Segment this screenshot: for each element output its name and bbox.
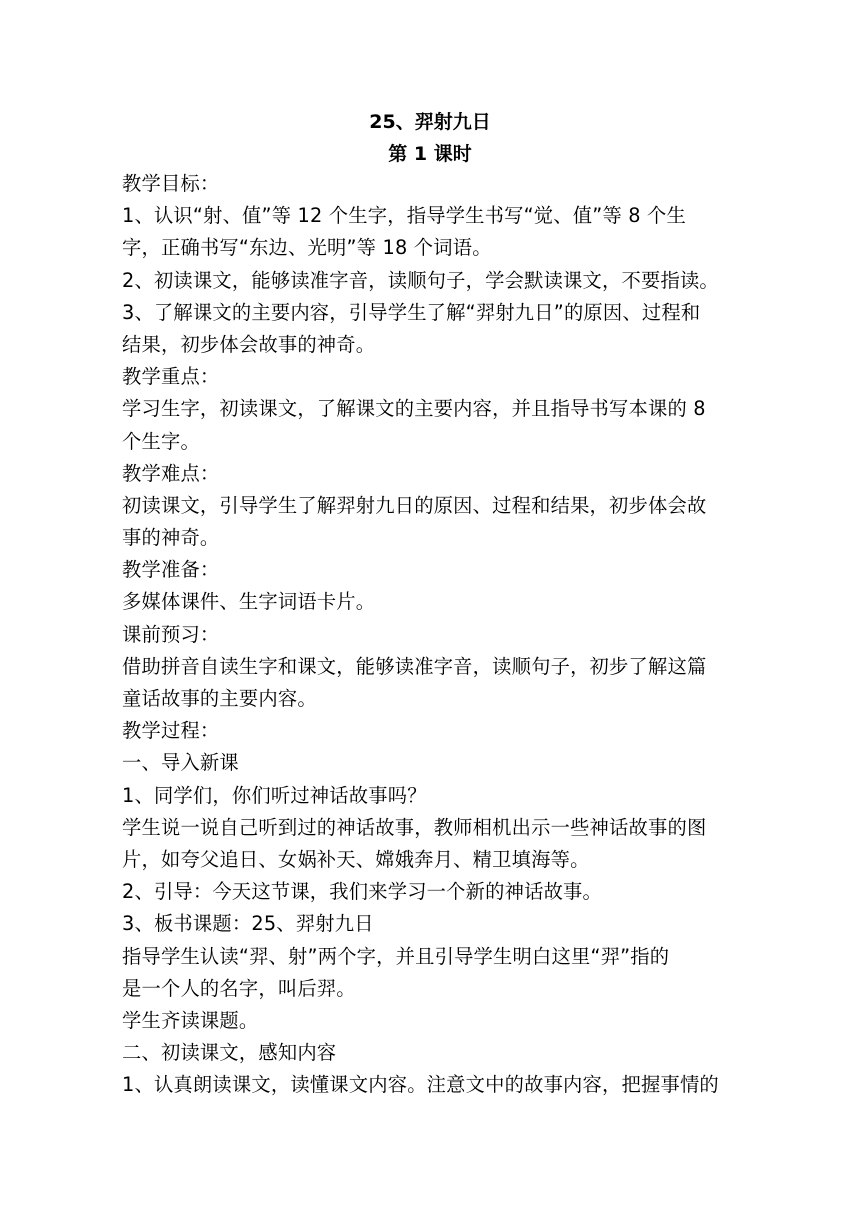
- body-line: 学生说一说自己听到过的神话故事，教师相机出示一些神话故事的图: [122, 815, 707, 839]
- body-line: 1、认真朗读课文，读懂课文内容。注意文中的故事内容，把握事情的: [122, 1073, 719, 1097]
- body-line: 1、同学们，你们听过神话故事吗？: [122, 783, 427, 807]
- body-line: 一、导入新课: [122, 751, 239, 775]
- body-line: 教学过程：: [122, 719, 220, 743]
- body-line: 片，如夸父追日、女娲补天、嫦娥奔月、精卫填海等。: [122, 847, 590, 871]
- body-line: 个生字。: [122, 429, 200, 453]
- document-title: 25、羿射九日: [369, 111, 491, 133]
- body-line: 3、了解课文的主要内容，引导学生了解“羿射九日”的原因、过程和: [122, 300, 701, 324]
- body-line: 是一个人的名字，叫后羿。: [122, 976, 356, 1000]
- body-line: 字，正确书写“东边、光明”等 18 个词语。: [122, 236, 492, 260]
- body-line: 童话故事的主要内容。: [122, 687, 317, 710]
- body-line: 结果，初步体会故事的神奇。: [122, 332, 376, 356]
- body-line: 3、板书课题：25、羿射九日: [122, 912, 374, 936]
- body-line: 教学准备：: [122, 558, 220, 582]
- document-body: [122, 168, 742, 1101]
- body-line: 事的神奇。: [122, 526, 220, 550]
- body-line: 教学难点：: [122, 461, 220, 485]
- body-line: 教学重点：: [122, 365, 220, 389]
- body-line: 指导学生认读“羿、射”两个字，并且引导学生明白这里“羿”指的: [122, 944, 670, 968]
- body-line: 学习生字，初读课文，了解课文的主要内容，并且指导书写本课的 8: [122, 397, 706, 421]
- body-line: 借助拼音自读生字和课文，能够读准字音，读顺句子，初步了解这篇: [122, 654, 707, 678]
- body-line: 学生齐读课题。: [122, 1008, 259, 1032]
- body-line: 2、引导：今天这节课，我们来学习一个新的神话故事。: [122, 880, 603, 904]
- body-line: 初读课文，引导学生了解羿射九日的原因、过程和结果，初步体会故: [122, 493, 707, 517]
- document-subtitle: 第 1 课时: [388, 143, 472, 165]
- body-line: 2、初读课文，能够读准字音，读顺句子，学会默读课文，不要指读。: [122, 268, 719, 292]
- body-line: 多媒体课件、生字词语卡片。: [122, 590, 376, 614]
- body-line: 1、认识“射、值”等 12 个生字，指导学生书写“觉、值”等 8 个生: [122, 204, 687, 228]
- body-line: 教学目标：: [122, 172, 220, 195]
- body-line: 课前预习：: [122, 622, 220, 646]
- body-line: 二、初读课文，感知内容: [122, 1041, 337, 1065]
